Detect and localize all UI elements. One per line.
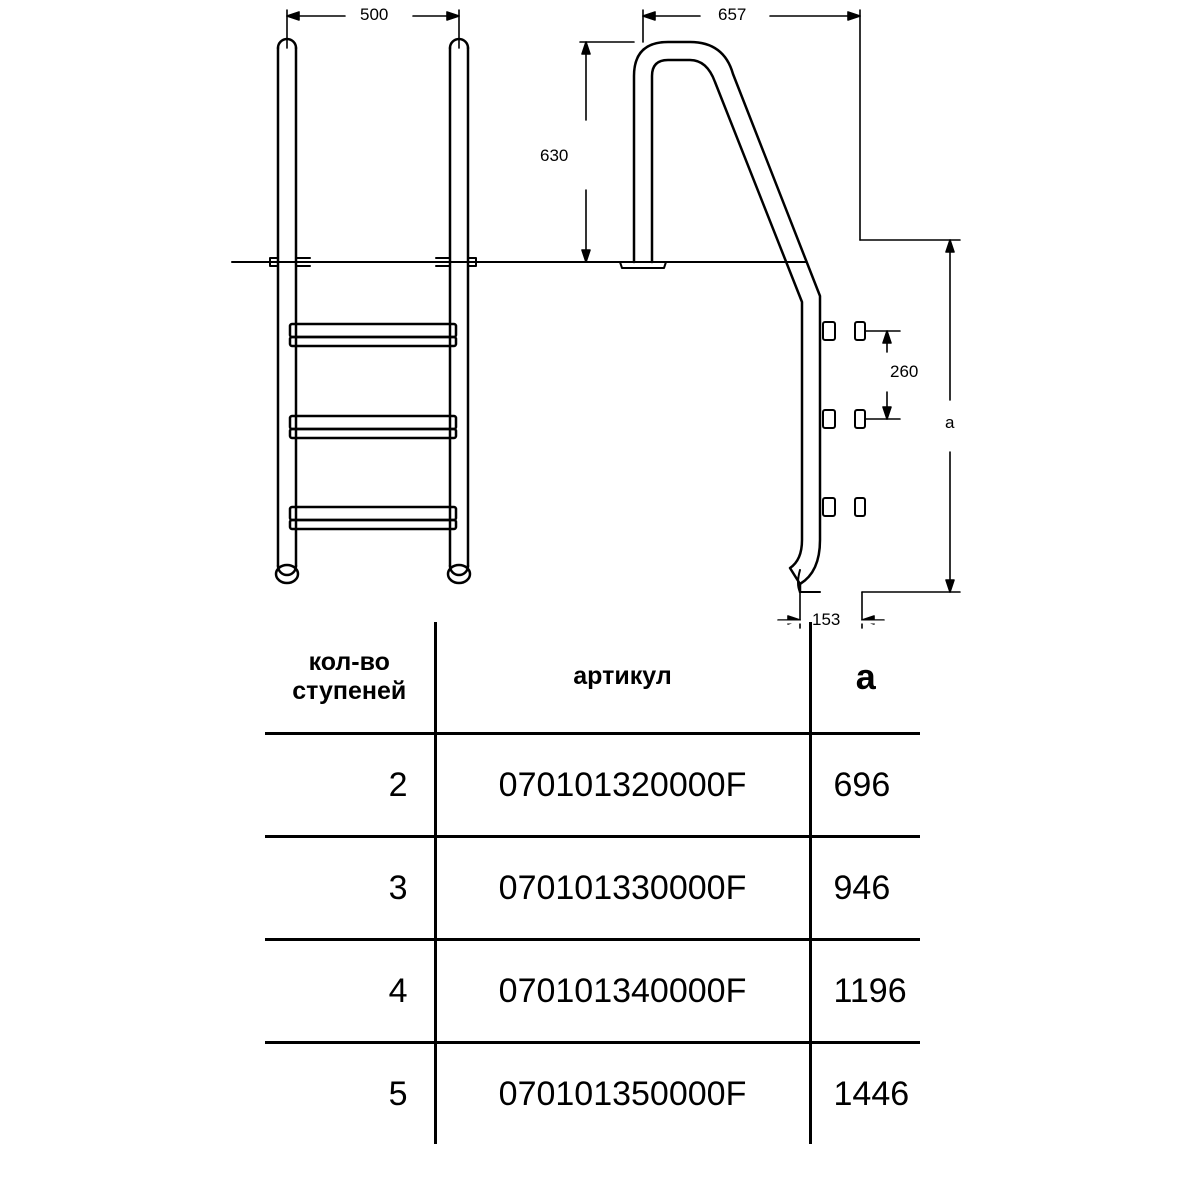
cell-a: 1196 [810, 940, 920, 1043]
cell-a: 696 [810, 734, 920, 837]
dimension-label-153: 153 [812, 610, 841, 629]
cell-steps: 2 [265, 734, 435, 837]
cell-article: 070101330000F [435, 837, 810, 940]
table-row [265, 1043, 920, 1145]
column-header-steps-line2: ступеней [292, 677, 407, 705]
dimension-label-657: 657 [718, 5, 747, 24]
cell-a: 946 [810, 837, 920, 940]
table-header-row [265, 622, 920, 734]
specification-table [265, 622, 920, 1144]
dimension-label-a: a [945, 413, 955, 432]
cell-steps: 5 [265, 1043, 435, 1145]
column-header-steps-line1: кол-во [308, 647, 390, 676]
column-header-steps [265, 622, 435, 734]
dimension-label-500: 500 [360, 5, 389, 24]
cell-article: 070101340000F [435, 940, 810, 1043]
cell-article: 070101320000F [435, 734, 810, 837]
cell-steps: 3 [265, 837, 435, 940]
dimension-label-260: 260 [890, 362, 919, 381]
cell-a: 1446 [833, 1074, 910, 1113]
cell-steps: 4 [265, 940, 435, 1043]
cell-article: 070101350000F [435, 1043, 810, 1145]
column-header-a: a [810, 622, 920, 734]
table-row [265, 940, 920, 1043]
table-row [265, 734, 920, 837]
table-row [265, 837, 920, 940]
dimension-label-630: 630 [540, 146, 569, 165]
column-header-article: артикул [435, 622, 810, 734]
